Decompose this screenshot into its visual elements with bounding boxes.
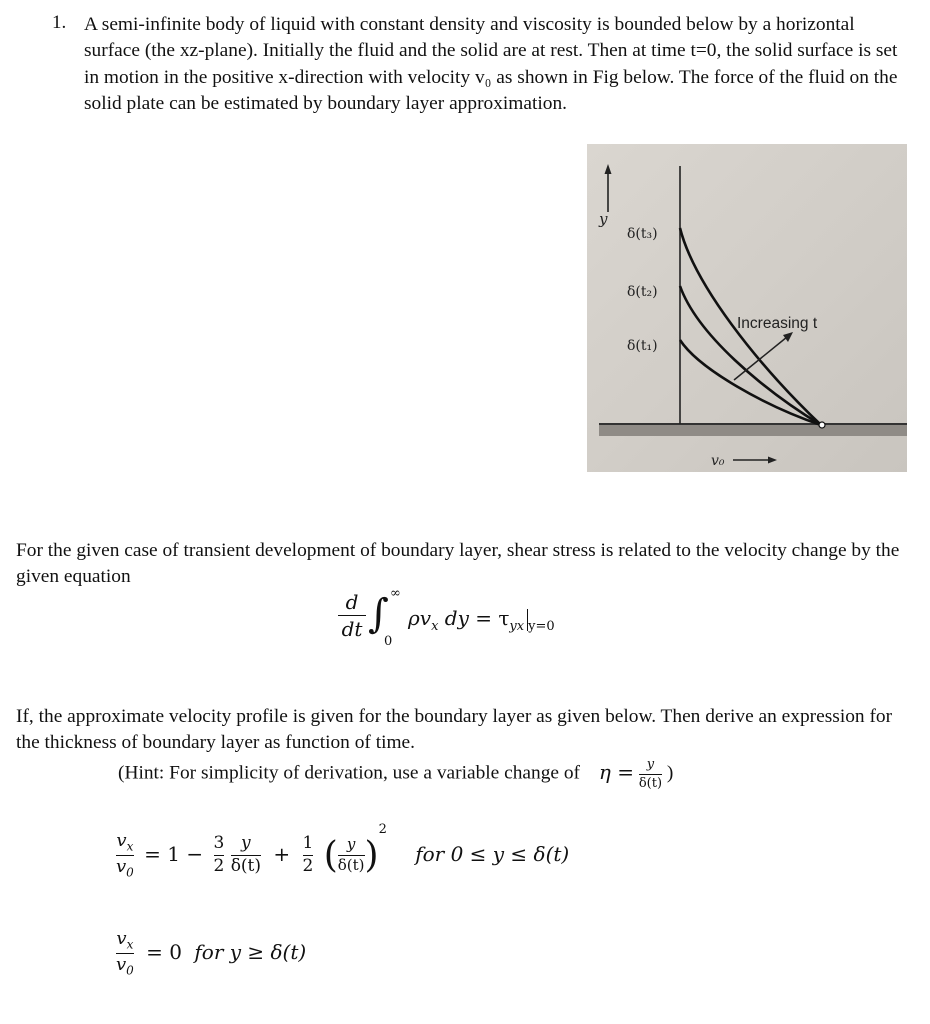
eq1-sub-yx: yx (509, 619, 525, 634)
eq2-one-minus: = 1 − (144, 842, 204, 866)
integral-upper-limit: ∞ (390, 586, 401, 601)
eq2-paren-open: ( (323, 835, 338, 876)
eq3-lhs-num: v (116, 928, 127, 949)
hint-frac-bar (639, 774, 662, 775)
increasing-t-label: Increasing t (737, 315, 818, 332)
eq2-p-den: δ(t) (337, 856, 365, 874)
hint-close: ) (666, 762, 674, 784)
eq1-integrand (408, 606, 555, 634)
problem-statement: A semi-infinite body of liquid with constant density and viscosity is bounded below by a horizontal surface (the xz-plane). Initially the fluid and the solid are at rest. Then at time t=0, the solid surface is set in motion in the positive x-direction with velocity v₀ as shown in Fig below. The force of the fluid on the solid plate can be estimated by boundary layer approximation. (84, 14, 898, 114)
hint-frac-num: y (646, 757, 655, 772)
eq1-derivative (338, 590, 366, 641)
figure-svg (587, 144, 907, 472)
eq2-c2-num: 1 (302, 833, 314, 854)
eq3-rhs: = 0 (146, 940, 183, 965)
outer-velocity-equation (116, 930, 306, 977)
y-axis-label: y (599, 210, 608, 228)
eq2-t1-num: y (241, 833, 251, 854)
eq1-rhs: = τ (475, 606, 510, 630)
paragraph-shear-stress: For the given case of transient development of boundary layer, shear stress is related to the velocity change by the given equation (16, 540, 900, 588)
eq3-lhs-den-sub: 0 (126, 963, 134, 978)
eq2-p-num: y (346, 835, 356, 854)
eq2-term1 (231, 835, 261, 876)
eq2-paren-fraction (338, 837, 365, 874)
eq2-c1-den: 2 (213, 856, 225, 876)
eq2-coef-3-2 (214, 835, 225, 876)
hint-frac-den: δ(t) (638, 775, 663, 791)
hint-eta: η = (598, 759, 634, 784)
eq2-c1-num: 3 (213, 833, 225, 854)
integral-lower-limit: 0 (384, 634, 393, 649)
plate-point (819, 422, 825, 428)
eq1-dt: dt (341, 617, 363, 641)
eq1-sub-x: x (431, 619, 439, 634)
hint-text: (Hint: For simplicity of derivation, use a variable change of (118, 762, 581, 784)
solid-plate (599, 424, 907, 436)
hint-fraction (639, 758, 662, 790)
paragraph-velocity-profile: If, the approximate velocity profile is given for the boundary layer as given below. Then derive an expression for the thickness of boundary layer as function of time. (16, 706, 893, 754)
eq2-power: 2 (378, 822, 387, 837)
figure-background (587, 144, 907, 472)
eq1-d: d (345, 590, 359, 614)
velocity-profile-equation (116, 822, 569, 879)
eq2-c2-den: 2 (302, 856, 314, 876)
integral-sign: ∫ (368, 591, 389, 637)
eq2-lhs-den: v (116, 856, 127, 877)
eq1-derivative-bar (338, 615, 366, 616)
eq2-plus: + (273, 842, 291, 866)
eq2-t1-den: δ(t) (230, 856, 262, 876)
delta-t3-label: δ(t₃) (627, 226, 658, 242)
delta-t2-label: δ(t₂) (627, 284, 658, 300)
eq1-dy: dy (444, 606, 469, 630)
eq3-condition: for y ≥ δ(t) (194, 940, 307, 965)
eq1-rho-v: ρv (408, 606, 432, 630)
eq2-lhs-den-sub: 0 (126, 865, 134, 880)
eq2-coef-1-2 (303, 835, 314, 876)
eq2-lhs-num: v (116, 829, 127, 851)
eq3-lhs-num-sub: x (126, 937, 134, 952)
hint (118, 758, 673, 790)
eq1-eval: y=0 (528, 619, 555, 634)
delta-t1-label: δ(t₁) (627, 338, 658, 354)
problem-number: 1. (52, 12, 67, 33)
eq2-lhs-num-sub: x (126, 839, 134, 854)
eq2-lhs (116, 829, 134, 880)
eq2-condition: for 0 ≤ y ≤ δ(t) (415, 842, 570, 866)
eq3-lhs (116, 930, 134, 977)
boundary-layer-figure (587, 144, 907, 472)
velocity-label: v₀ (711, 453, 725, 469)
momentum-integral-equation (338, 588, 638, 658)
eq2-paren-close: ) (364, 835, 379, 876)
eq3-lhs-den: v (116, 954, 127, 976)
